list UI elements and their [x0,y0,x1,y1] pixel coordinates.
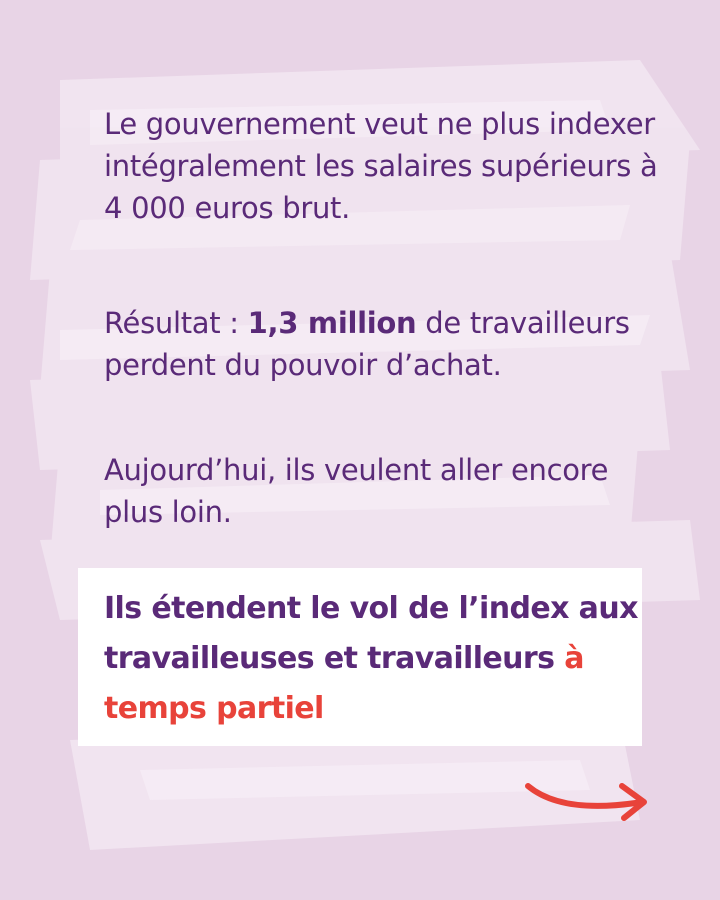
headline-main: Ils étendent le vol de l’index aux travailleuses et travailleurs [104,591,638,676]
result-suffix: de travailleurs perdent du pouvoir d’achat. [104,306,630,382]
result-paragraph [104,302,664,386]
arrow-right-icon[interactable] [522,772,652,832]
today-paragraph: Aujourd’hui, ils veulent aller encore plus loin. [104,453,609,529]
headline [104,584,644,734]
headline-accent: à temps partiel [104,641,584,726]
result-prefix: Résultat : [104,306,248,340]
result-highlight-number: 1,3 million [247,306,417,340]
intro-paragraph: Le gouvernement veut ne plus indexer intégralement les salaires supérieurs à 4 000 euros brut. [104,107,658,225]
